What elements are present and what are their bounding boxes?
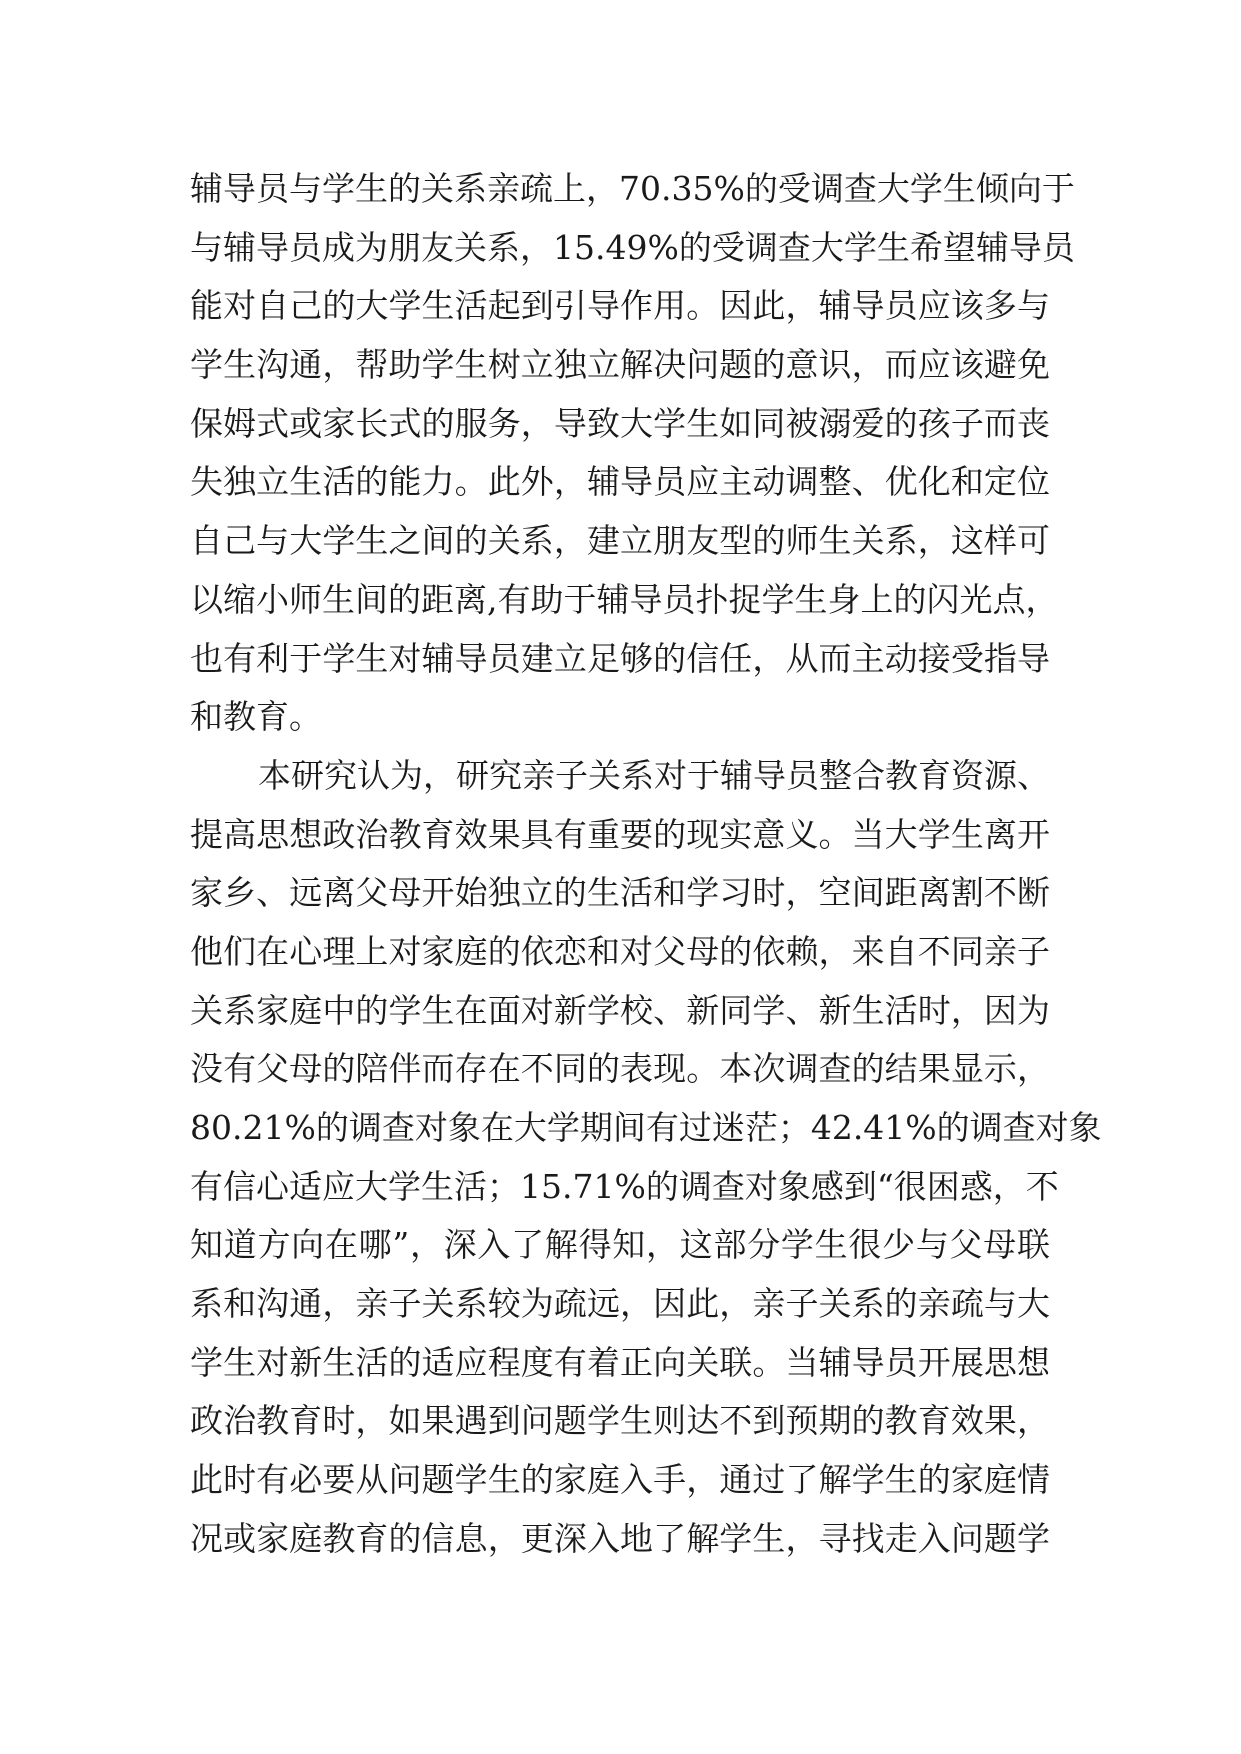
text-line: 也有利于学生对辅导员建立足够的信任，从而主动接受指导 bbox=[190, 638, 1050, 678]
text-line: 自己与大学生之间的关系，建立朋友型的师生关系，这样可 bbox=[190, 521, 1050, 561]
paragraph-1 bbox=[190, 160, 1075, 747]
text-line: 知道方向在哪”，深入了解得知，这部分学生很少与父母联 bbox=[190, 1225, 1050, 1265]
text-line: 提高思想政治教育效果具有重要的现实意义。当大学生离开 bbox=[190, 814, 1050, 854]
body-text bbox=[190, 160, 1102, 1569]
text-line: 他们在心理上对家庭的依恋和对父母的依赖，来自不同亲子 bbox=[190, 931, 1050, 971]
text-line: 以缩小师生间的距离,有助于辅导员扑捉学生身上的闪光点， bbox=[190, 579, 1059, 619]
text-line: 系和沟通，亲子关系较为疏远，因此，亲子关系的亲疏与大 bbox=[190, 1284, 1050, 1324]
text-line: 能对自己的大学生活起到引导作用。因此，辅导员应该多与 bbox=[190, 286, 1050, 326]
text-line: 有信心适应大学生活；15.71%的调查对象感到“很困惑，不 bbox=[190, 1166, 1059, 1206]
paragraph-2 bbox=[190, 747, 1102, 1569]
text-line: 和教育。 bbox=[190, 697, 322, 737]
text-line: 况或家庭教育的信息，更深入地了解学生，寻找走入问题学 bbox=[190, 1518, 1050, 1558]
text-line: 80.21%的调查对象在大学期间有过迷茫；42.41%的调查对象 bbox=[190, 1108, 1102, 1147]
text-line: 家乡、远离父母开始独立的生活和学习时，空间距离割不断 bbox=[190, 873, 1050, 913]
text-line: 失独立生活的能力。此外，辅导员应主动调整、优化和定位 bbox=[190, 462, 1050, 502]
text-line: 政治教育时，如果遇到问题学生则达不到预期的教育效果， bbox=[190, 1401, 1050, 1441]
text-line: 关系家庭中的学生在面对新学校、新同学、新生活时，因为 bbox=[190, 990, 1050, 1030]
text-line: 本研究认为，研究亲子关系对于辅导员整合教育资源、 bbox=[258, 755, 1050, 795]
text-line: 没有父母的陪伴而存在不同的表现。本次调查的结果显示， bbox=[190, 1049, 1050, 1089]
text-line: 学生沟通，帮助学生树立独立解决问题的意识，而应该避免 bbox=[190, 345, 1050, 385]
text-line: 辅导员与学生的关系亲疏上，70.35%的受调查大学生倾向于 bbox=[190, 169, 1075, 208]
text-line: 与辅导员成为朋友关系，15.49%的受调查大学生希望辅导员 bbox=[190, 227, 1075, 267]
text-line: 此时有必要从问题学生的家庭入手，通过了解学生的家庭情 bbox=[190, 1460, 1050, 1500]
text-line: 学生对新生活的适应程度有着正向关联。当辅导员开展思想 bbox=[190, 1342, 1050, 1382]
text-line: 保姆式或家长式的服务，导致大学生如同被溺爱的孩子而丧 bbox=[190, 403, 1050, 443]
